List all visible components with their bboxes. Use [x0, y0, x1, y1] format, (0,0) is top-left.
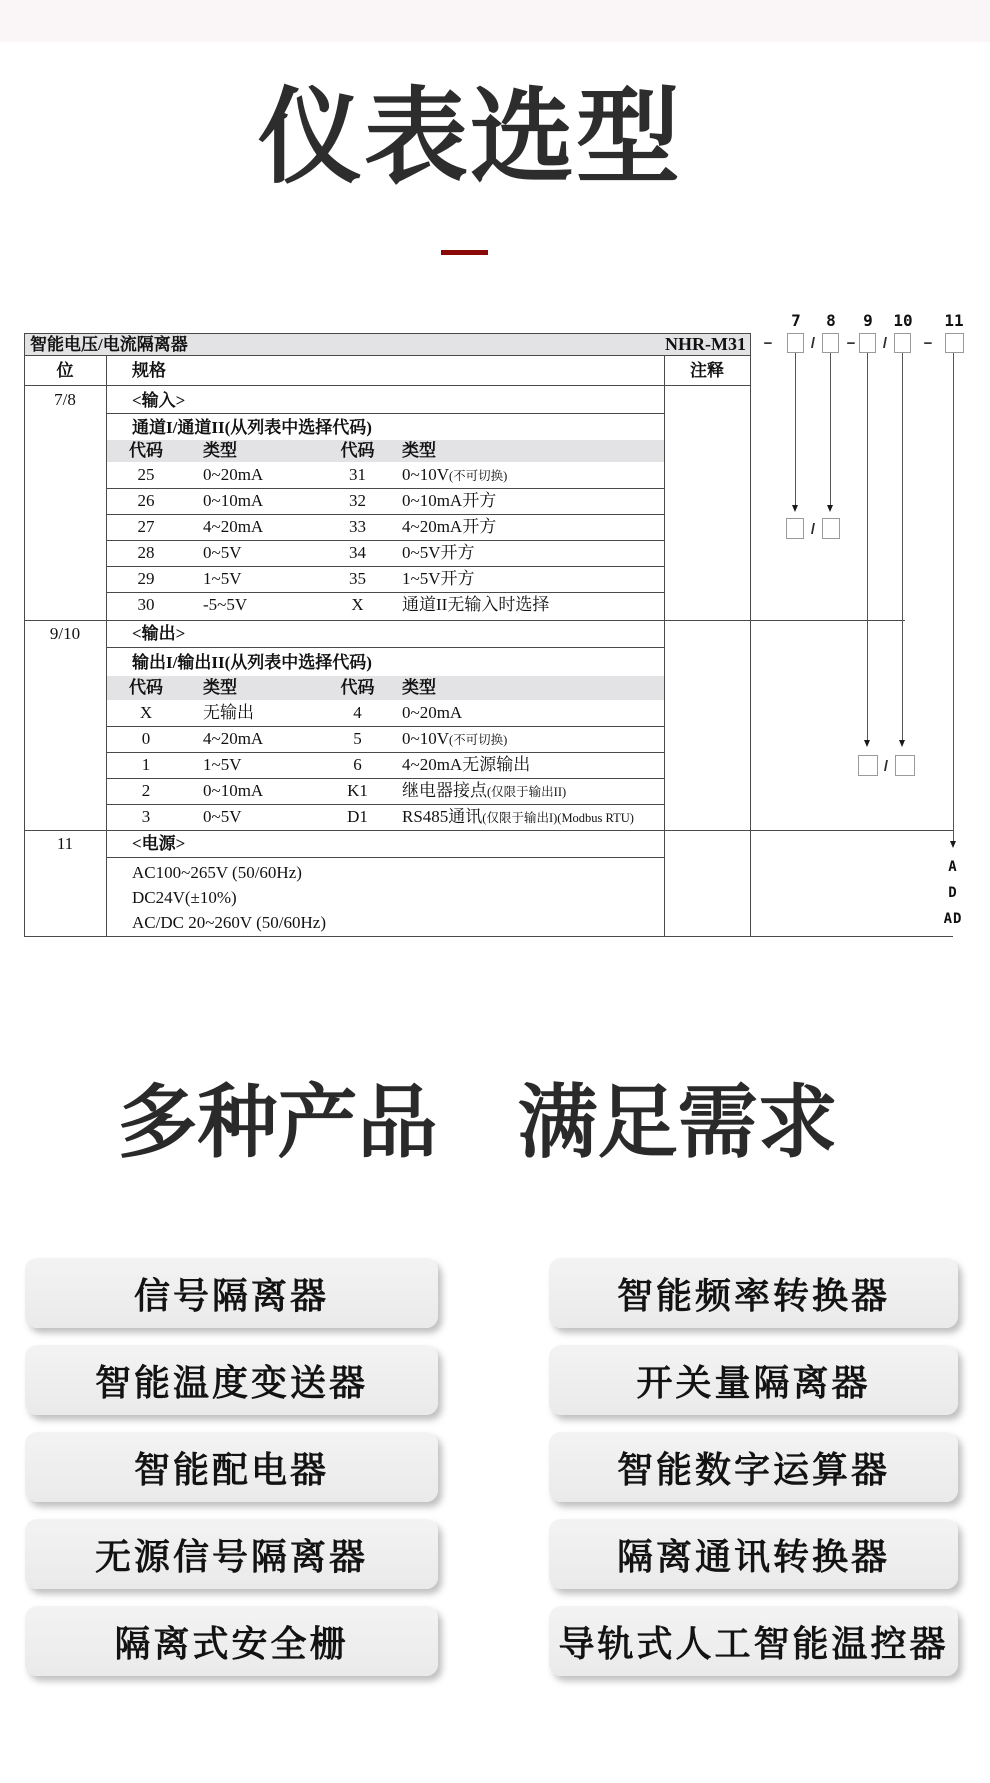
- type-cell: [390, 804, 664, 830]
- code-cell: 35: [349, 569, 366, 588]
- grid-header-code2: 代码: [340, 678, 375, 697]
- input-row: [106, 566, 664, 592]
- digit-label-8: 8: [826, 311, 836, 330]
- code-cell: X: [351, 595, 364, 614]
- table-line-section-11: [24, 830, 953, 831]
- slash-separator: /: [810, 335, 816, 352]
- power-code-ad: AD: [943, 911, 963, 927]
- type-cell: 4~20mA开方: [402, 517, 497, 536]
- product-button-digital-calculator[interactable]: 智能数字运算器: [549, 1432, 958, 1502]
- col-header-spec: 规格: [132, 361, 166, 380]
- type-text: RS485通讯: [402, 807, 483, 826]
- output-grid-header: [106, 676, 664, 700]
- code-cell: 26: [137, 491, 155, 510]
- output-row: [106, 726, 664, 752]
- code-cell: 1: [141, 755, 151, 774]
- dash-separator: −: [763, 335, 773, 352]
- code-cell: 5: [353, 729, 362, 748]
- products-heading-part2: 满足需求: [517, 1078, 838, 1167]
- leader-line-9: [867, 353, 868, 740]
- type-cell: [390, 726, 664, 752]
- type-cell: 0~5V开方: [402, 543, 475, 562]
- type-note: (不可切换): [448, 469, 508, 483]
- dash-separator: −: [846, 335, 856, 352]
- type-cell: 0~5V: [203, 543, 242, 562]
- code-cell: 0: [141, 729, 151, 748]
- arrow-icon: [899, 740, 905, 747]
- output-row: [106, 804, 664, 830]
- table-product-name: 智能电压/电流隔离器: [30, 335, 188, 354]
- type-note: (仅限于输出II): [487, 785, 567, 799]
- product-button-temp-transmitter[interactable]: 智能温度变送器: [25, 1345, 438, 1415]
- input-row: [106, 514, 664, 540]
- code-cell: 34: [349, 543, 366, 562]
- input-section-label: <输入>: [132, 391, 186, 410]
- code-cell: 27: [137, 517, 155, 536]
- slash-separator: /: [883, 758, 889, 775]
- product-button-signal-isolator[interactable]: 信号隔离器: [25, 1258, 438, 1328]
- product-button-frequency-converter[interactable]: 智能频率转换器: [549, 1258, 958, 1328]
- type-note: (仅限于输出I)(Modbus RTU): [482, 811, 634, 825]
- product-button-distributor[interactable]: 智能配电器: [25, 1432, 438, 1502]
- type-cell: 0~20mA: [402, 703, 463, 722]
- power-code-a: A: [948, 859, 958, 875]
- top-band: [0, 0, 990, 42]
- type-cell: 无输出: [203, 703, 254, 722]
- type-cell: 0~10mA: [203, 491, 264, 510]
- output-channel1-box: [858, 755, 878, 776]
- table-line-section-9-10: [24, 620, 905, 621]
- slash-separator: /: [810, 521, 816, 538]
- product-button-switch-isolator[interactable]: 开关量隔离器: [549, 1345, 958, 1415]
- code-cell: 32: [349, 491, 366, 510]
- type-cell: 0~20mA: [203, 465, 264, 484]
- code-box-9: [859, 333, 876, 353]
- leader-line-11: [953, 353, 954, 841]
- grid-header-type2: 类型: [402, 441, 436, 460]
- table-line: [106, 413, 664, 414]
- type-cell: 4~20mA: [203, 517, 264, 536]
- grid-header-code1: 代码: [129, 441, 163, 460]
- leader-line-7: [795, 353, 796, 505]
- type-cell: -5~5V: [203, 595, 248, 614]
- code-box-11: [945, 333, 964, 353]
- section-pos-9-10: 9/10: [49, 624, 81, 643]
- type-note: (不可切换): [448, 733, 508, 747]
- product-button-rail-temp-controller[interactable]: 导轨式人工智能温控器: [549, 1606, 958, 1676]
- type-cell: 1~5V: [203, 755, 242, 774]
- code-cell: 31: [349, 465, 366, 484]
- type-cell: 4~20mA: [203, 729, 264, 748]
- input-row: [106, 462, 664, 488]
- product-button-passive-isolator[interactable]: 无源信号隔离器: [25, 1519, 438, 1589]
- type-cell: [390, 462, 664, 488]
- code-cell: D1: [347, 807, 368, 826]
- products-heading: [0, 1078, 955, 1167]
- input-grid-header: [106, 440, 664, 462]
- code-cell: 3: [141, 807, 151, 826]
- arrow-icon: [792, 505, 798, 512]
- title-underline: [441, 250, 488, 255]
- table-divider-note: [664, 355, 665, 937]
- table-line-bottom: [24, 936, 953, 937]
- dash-separator: −: [923, 335, 933, 352]
- code-cell: 33: [349, 517, 366, 536]
- code-box-10: [894, 333, 911, 353]
- type-text: 0~10V: [402, 465, 449, 484]
- type-cell: [390, 778, 664, 804]
- products-heading-part1: 多种产品: [117, 1078, 438, 1167]
- digit-label-9: 9: [863, 311, 873, 330]
- code-box-7: [787, 333, 804, 353]
- leader-line-8: [830, 353, 831, 505]
- output-row: [106, 778, 664, 804]
- type-cell: 0~10mA开方: [402, 491, 497, 510]
- input-row: [106, 488, 664, 514]
- type-cell: 1~5V开方: [402, 569, 475, 588]
- slash-separator: /: [882, 335, 888, 352]
- digit-label-11: 11: [944, 311, 964, 330]
- code-cell: 30: [137, 595, 155, 614]
- grid-header-code2: 代码: [340, 441, 375, 460]
- grid-header-type1: 类型: [203, 678, 237, 697]
- input-channel1-box: [786, 518, 804, 539]
- col-header-pos: 位: [56, 361, 74, 380]
- arrow-icon: [864, 740, 870, 747]
- grid-header-type2: 类型: [402, 678, 436, 697]
- output-channel2-box: [895, 755, 915, 776]
- type-text: 继电器接点: [402, 781, 487, 800]
- type-cell: 4~20mA无源输出: [402, 755, 531, 774]
- code-box-8: [822, 333, 839, 353]
- input-row: [106, 540, 664, 566]
- digit-label-10: 10: [893, 311, 913, 330]
- code-cell: 29: [137, 569, 155, 588]
- page-title: 仪表选型: [257, 80, 682, 196]
- type-cell: 0~10mA: [203, 781, 264, 800]
- power-code-d: D: [948, 885, 958, 901]
- output-row: [106, 752, 664, 778]
- type-cell: 1~5V: [203, 569, 242, 588]
- code-cell: 2: [141, 781, 151, 800]
- product-button-safety-barrier[interactable]: 隔离式安全栅: [25, 1606, 438, 1676]
- leader-line-10: [902, 353, 903, 740]
- grid-header-type1: 类型: [203, 441, 237, 460]
- power-option: AC/DC 20~260V (50/60Hz): [132, 913, 326, 932]
- type-text: 0~10V: [402, 729, 449, 748]
- code-cell: 28: [137, 543, 155, 562]
- type-cell: 0~5V: [203, 807, 242, 826]
- input-channel2-box: [822, 518, 840, 539]
- section-pos-11: 11: [56, 834, 74, 853]
- code-cell: 6: [353, 755, 362, 774]
- type-cell: 通道II无输入时选择: [402, 595, 550, 614]
- table-border-right: [750, 333, 751, 937]
- product-button-comm-converter[interactable]: 隔离通讯转换器: [549, 1519, 958, 1589]
- digit-label-7: 7: [791, 311, 801, 330]
- power-section-label: <电源>: [132, 834, 186, 853]
- output-section-label: <输出>: [132, 624, 186, 643]
- table-line: [106, 647, 664, 648]
- power-option: DC24V(±10%): [132, 888, 237, 907]
- code-cell: K1: [347, 781, 368, 800]
- arrow-icon: [950, 841, 956, 848]
- table-line: [24, 385, 750, 386]
- output-section-sublabel: 输出I/输出II(从列表中选择代码): [132, 653, 372, 672]
- code-cell: 4: [353, 703, 362, 722]
- code-cell: 25: [137, 465, 155, 484]
- section-pos-7-8: 7/8: [54, 390, 76, 409]
- grid-header-code1: 代码: [129, 678, 163, 697]
- arrow-icon: [827, 505, 833, 512]
- output-row: [106, 700, 664, 726]
- table-line: [106, 857, 664, 858]
- col-header-note: 注释: [690, 361, 724, 380]
- power-option: AC100~265V (50/60Hz): [132, 863, 302, 882]
- table-model: NHR-M31: [665, 334, 746, 354]
- input-row: [106, 592, 664, 618]
- code-cell: X: [139, 703, 153, 722]
- input-section-sublabel: 通道I/通道II(从列表中选择代码): [132, 418, 372, 437]
